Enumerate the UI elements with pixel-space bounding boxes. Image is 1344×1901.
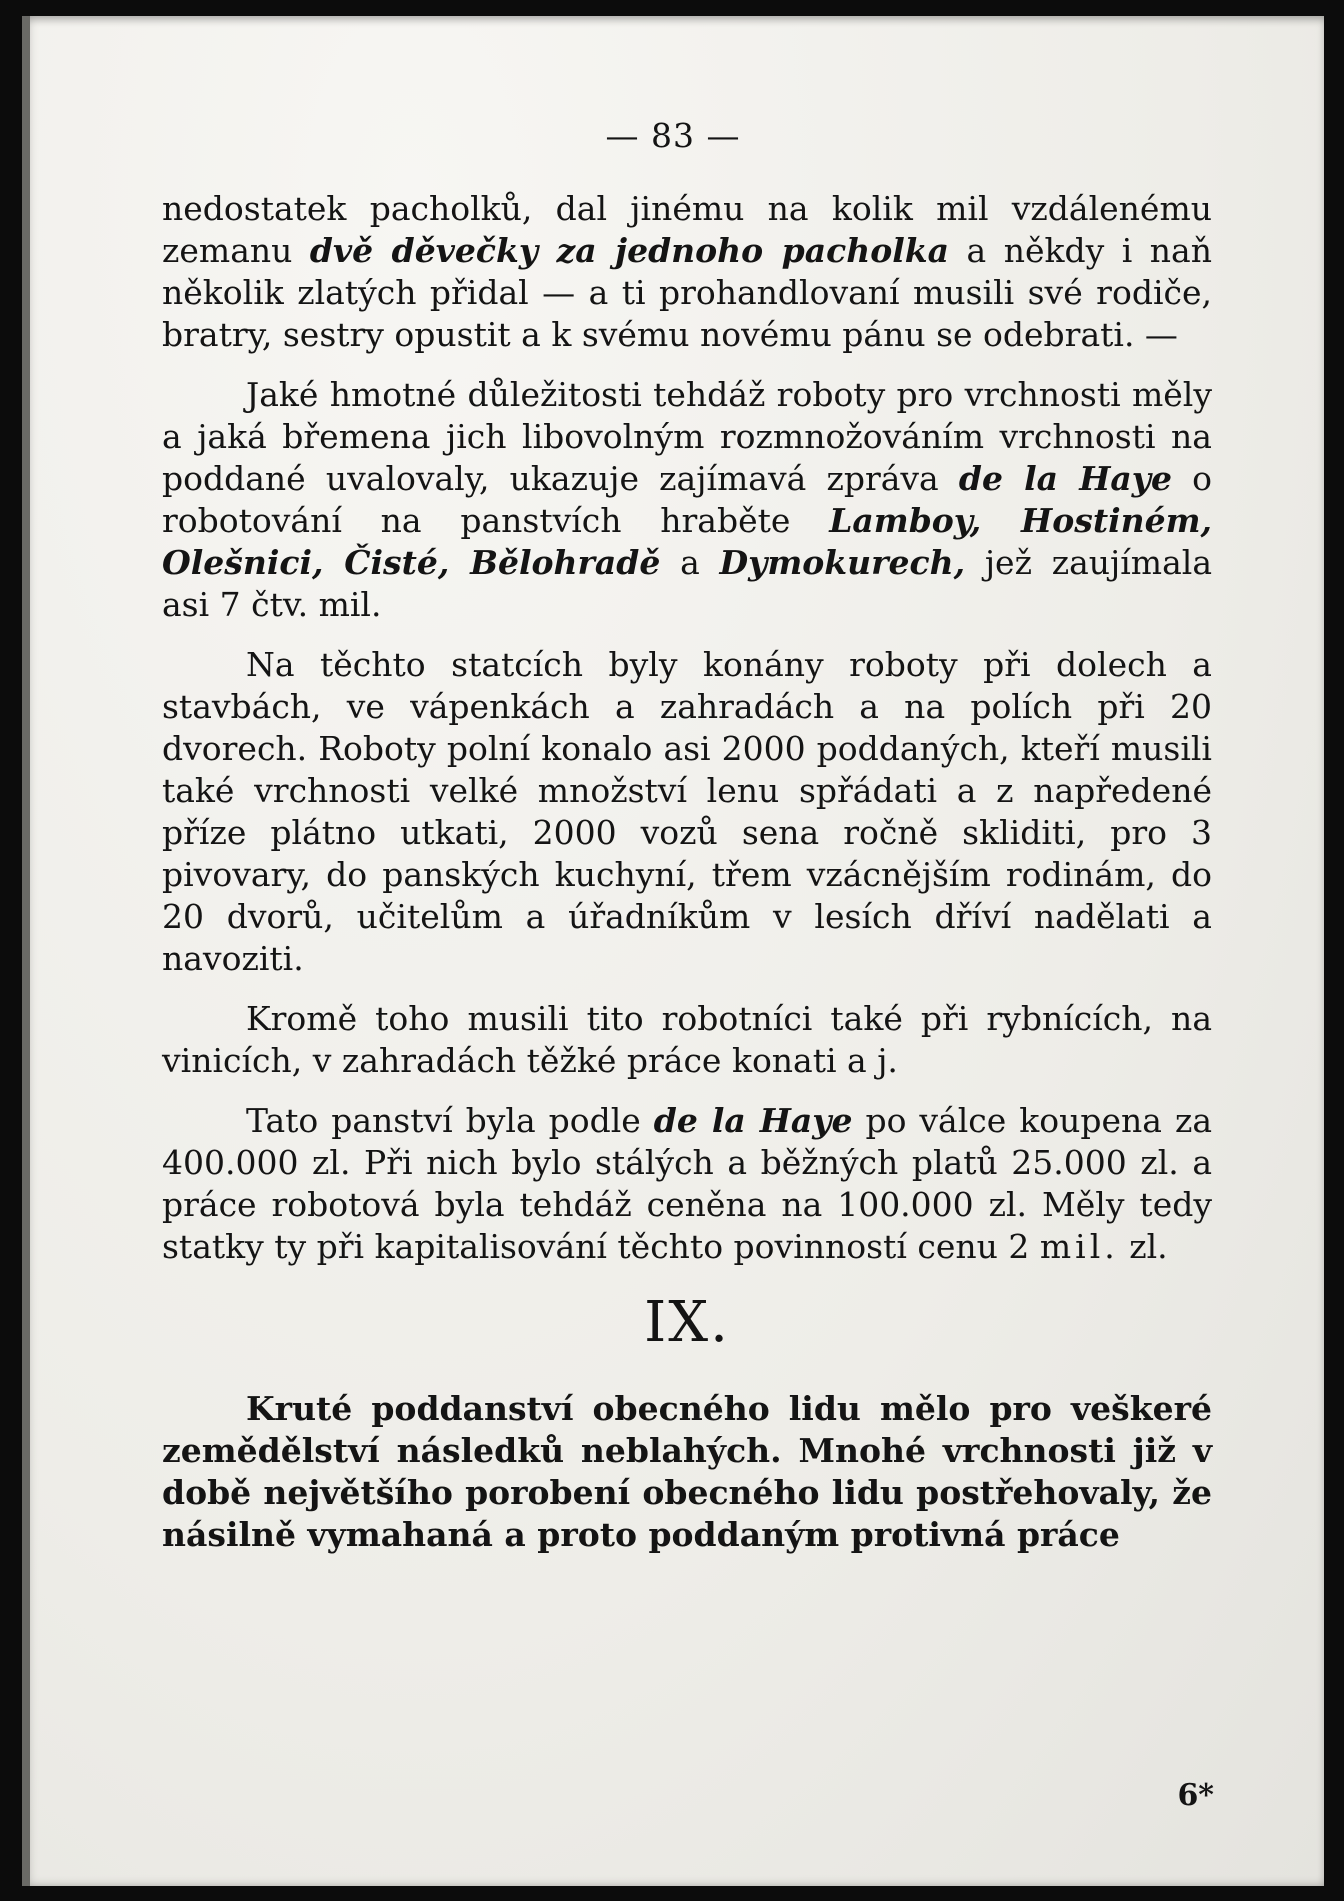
page-edge-shadow bbox=[22, 16, 30, 1886]
page-number: — 83 — bbox=[605, 116, 741, 155]
paragraph-5-text-c: po válce koupena za 400.000 zl. Při nich bylo stálých a běžných platů 25.000 zl. a práce robotová byla tehdáž ceněna na 100.000 zl. Měly tedy statky ty při kapitalisování těchto povinností cenu 2 bbox=[162, 1101, 1212, 1266]
paragraph-2-text-g: jež zaujímala asi 7 čtv. mil. bbox=[162, 543, 1213, 624]
paragraph-1-text-a: nedostatek pacholků, dal jinému na kolik mil vzdálenému zemanu bbox=[162, 189, 1212, 270]
book-page bbox=[22, 16, 1324, 1886]
paragraph-1 bbox=[162, 188, 1212, 356]
paragraph-2-text-a: Jaké hmotné důležitosti tehdáž roboty pro vrchnosti měly a jaká břemena jich libovolným rozmnožováním vrchnosti na poddané uvalovaly, ukazuje zajímavá zpráva bbox=[162, 375, 1212, 498]
emphasis-de-la-haye: de la Haye bbox=[958, 459, 1172, 498]
emphasis-de-la-haye-2: de la Haye bbox=[653, 1101, 853, 1140]
paragraph-4: Kromě toho musili tito robotníci také při rybnících, na vinicích, v zahradách těžké práce konati a j. bbox=[162, 999, 1212, 1080]
paragraph-6: Kruté poddanství obecného lidu mělo pro veškeré zemědělství následků neblahých. Mnohé vrchnosti již v době největšího porobení obecného lidu postřehovaly, že násilně vymahaná a proto poddaným protivná práce bbox=[162, 1389, 1212, 1554]
paragraph-1-text-c: a někdy i naň několik zlatých přidal — a ti prohandlovaní musili své rodiče, bratry, sestry opustit a k svému novému pánu se odebrati. — bbox=[162, 231, 1212, 354]
paragraph-2 bbox=[162, 374, 1212, 626]
paragraph-5-text-a: Tato panství byla podle bbox=[246, 1101, 654, 1140]
emphasis-estates: Lamboy, Hostiném, Olešnici, Čisté, Bělohradě bbox=[162, 501, 1212, 582]
emphasis-dymokurech: Dymokurech, bbox=[719, 543, 966, 582]
paragraph-2-text-e: a bbox=[660, 543, 720, 582]
paragraph-5-text-e: zl. bbox=[1118, 1227, 1168, 1266]
signature-mark: 6* bbox=[1177, 1778, 1214, 1813]
paragraph-5 bbox=[162, 1100, 1212, 1268]
paragraph-3: Na těchto statcích byly konány roboty při dolech a stavbách, ve vápenkách a zahradách a na polích při 20 dvorech. Roboty polní konalo asi 2000 poddaných, kteří musili také vrchnosti velké množství lenu spřádati a z napředené příze plátno utkati, 2000 vozů sena ročně skliditi, pro 3 pivovary, do panských kuchyní, třem vzácnějším rodinám, do 20 dvorů, učitelům a úřadníkům v lesích dříví nadělati a navoziti. bbox=[162, 645, 1212, 978]
spaced-mil: mil. bbox=[1039, 1227, 1119, 1266]
emphasis-devecky: dvě děvečky za jednoho pacholka bbox=[309, 231, 950, 270]
body-text bbox=[162, 188, 1212, 1574]
paragraph-2-text-c: o robotování na panstvích hraběte bbox=[162, 459, 1213, 540]
chapter-heading: IX. bbox=[644, 1290, 730, 1355]
